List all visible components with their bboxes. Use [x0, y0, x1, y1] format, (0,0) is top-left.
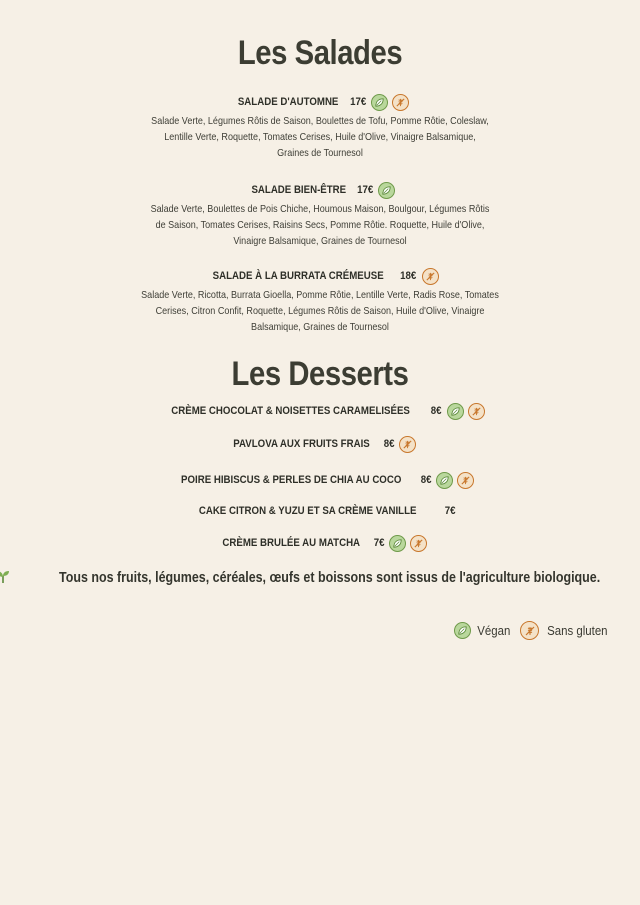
vegan-icon — [454, 622, 471, 639]
gluten-free-icon — [422, 268, 439, 285]
icon-legend — [454, 621, 616, 640]
item-name: POIRE HIBISCUS & PERLES DE CHIA AU COCO — [180, 474, 402, 486]
item-description: Salade Verte, Légumes Rôtis de Saison, Boulettes de Tofu, Pomme Rôtie, Coleslaw, Lentille Verte, Roquette, Tomates Cerises, Huile d'Olive, Vinaigre Balsamique, Graines de Tournesol — [151, 115, 489, 159]
vegan-icon — [447, 403, 464, 420]
vegan-icon — [389, 535, 406, 552]
item-name: CRÈME BRULÉE AU MATCHA — [222, 537, 360, 549]
gluten-free-icon — [410, 535, 427, 552]
legend-vegan-label: Végan — [476, 623, 511, 638]
legend-gluten-free-label: Sans gluten — [547, 623, 608, 638]
item-name: PAVLOVA AUX FRUITS FRAIS — [233, 438, 370, 450]
item-description: Salade Verte, Boulettes de Pois Chiche, Houmous Maison, Boulgour, Légumes Rôtis de Saison, Tomates Cerises, Raisins Secs, Pomme Rôtie. Roquette, Huile d'Olive, Vinaigre Balsamique, Graines de Tournesol — [150, 203, 490, 247]
gluten-free-icon — [457, 472, 474, 489]
item-price: 17€ — [350, 96, 367, 108]
dessert-item — [0, 500, 640, 522]
sprout-icon — [0, 568, 11, 588]
gluten-free-icon — [468, 403, 485, 420]
item-name: SALADE D'AUTOMNE — [237, 96, 339, 108]
gluten-free-icon — [392, 94, 409, 111]
vegan-icon — [371, 94, 388, 111]
item-price: 18€ — [400, 270, 417, 282]
vegan-icon — [378, 182, 395, 199]
dessert-item — [0, 433, 640, 455]
footnote-text: Tous nos fruits, légumes, céréales, œufs et boissons sont issus de l'agriculture biologique. — [59, 570, 601, 586]
item-name: CRÈME CHOCOLAT & NOISETTES CARAMELISÉES — [171, 405, 411, 417]
item-name: SALADE À LA BURRATA CRÉMEUSE — [212, 270, 384, 282]
item-description: Salade Verte, Ricotta, Burrata Gioella, Pomme Rôtie, Lentille Verte, Radis Rose, Tomates Cerises, Citron Confit, Roquette, Légumes Rôtis de Saison, Huile d'Olive, Vinaigre Balsamique, Graines de Tournesol — [141, 289, 499, 333]
item-name: CAKE CITRON & YUZU ET SA CRÈME VANILLE — [199, 505, 417, 517]
salad-item-automne — [0, 91, 640, 161]
salad-item-burrata — [0, 265, 640, 335]
item-price: 7€ — [444, 505, 456, 517]
desserts-title: Les Desserts — [231, 355, 409, 393]
item-price: 7€ — [373, 537, 385, 549]
organic-footnote — [0, 568, 640, 588]
gluten-free-icon — [520, 621, 539, 640]
item-price: 17€ — [357, 184, 374, 196]
dessert-item — [0, 469, 640, 491]
gluten-free-icon — [399, 436, 416, 453]
dessert-item — [0, 400, 640, 422]
item-name: SALADE BIEN-ÊTRE — [250, 184, 346, 196]
salad-item-bien-etre — [0, 179, 640, 249]
dessert-item — [0, 532, 640, 554]
salades-title: Les Salades — [237, 34, 403, 72]
item-price: 8€ — [420, 474, 432, 486]
vegan-icon — [436, 472, 453, 489]
item-price: 8€ — [383, 438, 395, 450]
item-price: 8€ — [431, 405, 442, 417]
